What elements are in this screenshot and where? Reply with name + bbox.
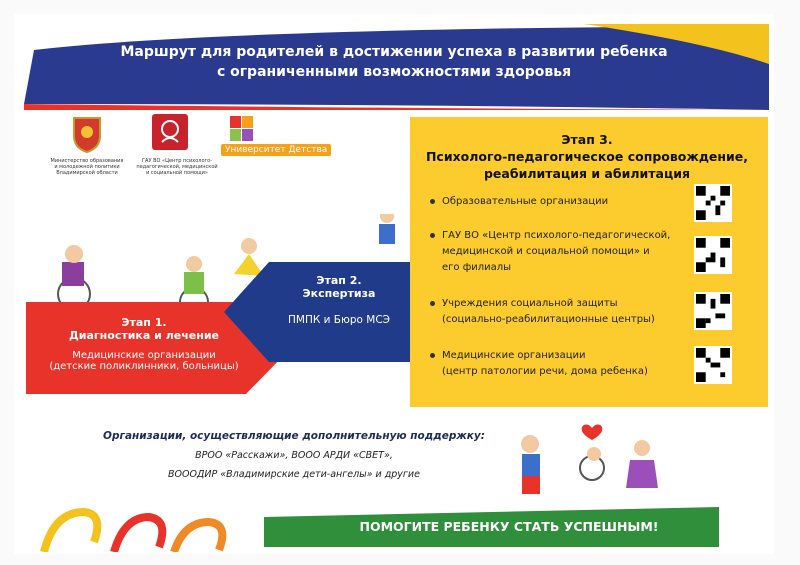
qr-code-icon[interactable] <box>694 236 732 274</box>
stage3-item-social <box>430 296 655 328</box>
qr-code-icon[interactable] <box>694 346 732 384</box>
stage2-desc: ПМПК и Бюро МСЭ <box>288 314 390 326</box>
support-line-1: ВРОО «Расскажи», ВООО АРДИ «СВЕТ», <box>195 450 393 461</box>
stage3-item-4-line-1: Медицинские организации <box>442 350 586 361</box>
ministry-caption-3: Владимирской области <box>56 170 118 176</box>
bullet-icon <box>430 353 435 358</box>
stage3-item-2-line-1: ГАУ ВО «Центр психолого-педагогической, <box>442 230 671 241</box>
qr-code-icon[interactable] <box>694 292 732 330</box>
bullet-icon <box>430 199 435 204</box>
stage3-item-center <box>430 228 670 276</box>
logos-row <box>32 114 392 204</box>
stage3-item-3-line-1: Учреждения социальной защиты <box>442 298 618 309</box>
qr-code-icon[interactable] <box>694 184 732 222</box>
stage3-item-education <box>430 194 608 210</box>
family-illustration <box>502 422 672 504</box>
stage3-item-1: Образовательные организации <box>442 196 609 207</box>
stage1-title-2: Диагностика и лечение <box>69 329 219 342</box>
poster <box>14 14 774 554</box>
support-heading: Организации, осуществляющие дополнительную поддержку: <box>103 430 485 442</box>
bullet-icon <box>430 301 435 306</box>
stage3-item-2-line-3: его филиалы <box>442 262 512 273</box>
stage3-title <box>422 131 752 182</box>
support-line-2: ВОООДИР «Владимирские дети-ангелы» и другие <box>168 469 420 480</box>
stage3-item-medical <box>430 348 648 380</box>
center-caption-3: и социальной помощи» <box>146 170 208 176</box>
stage3-item-2-line-2: медицинской и социальной помощи» и <box>442 246 650 257</box>
university-logo-label: Университет Детства <box>221 144 331 156</box>
stage1-desc-1: Медицинские организации <box>72 350 216 361</box>
stage1-desc-2: (детские поликлинники, больницы) <box>49 361 239 372</box>
bullet-icon <box>430 233 435 238</box>
ministry-caption-1: Министерство образования <box>50 158 124 164</box>
stage3-title-2: Психолого-педагогическое сопровождение, <box>425 149 749 164</box>
title-line-2: с ограниченными возможностями здоровья <box>216 64 572 80</box>
stage3-title-1: Этап 3. <box>561 132 613 147</box>
puzzle-logo-icon <box>230 116 254 142</box>
stage1-title-1: Этап 1. <box>121 316 167 329</box>
center-logo-icon <box>152 114 188 150</box>
decorative-swirl <box>24 502 264 552</box>
stage2-title-1: Этап 2. <box>316 274 362 287</box>
stage2-block <box>264 274 414 326</box>
ministry-caption-2: и молодежной политики <box>54 164 120 170</box>
stage3-item-4-line-2: (центр патологии речи, дома ребенка) <box>442 366 648 377</box>
center-caption-2: педагогической, медицинской <box>136 164 218 170</box>
stage3-item-3-line-2: (социально-реабилитационные центры) <box>442 314 655 325</box>
footer-slogan: ПОМОГИТЕ РЕБЕНКУ СТАТЬ УСПЕШНЫМ! <box>359 519 659 534</box>
stage3-title-3: реабилитация и абилитация <box>483 166 691 181</box>
stage2-title-2: Экспертиза <box>302 287 376 300</box>
title-line-1: Маршрут для родителей в достижении успеха в развитии ребенка <box>120 44 668 60</box>
stage1-block <box>34 316 254 372</box>
support-section <box>64 430 524 480</box>
center-caption-1: ГАУ ВО «Центр психолого- <box>141 158 213 164</box>
page-title <box>74 42 714 82</box>
coat-of-arms-icon <box>70 114 104 154</box>
